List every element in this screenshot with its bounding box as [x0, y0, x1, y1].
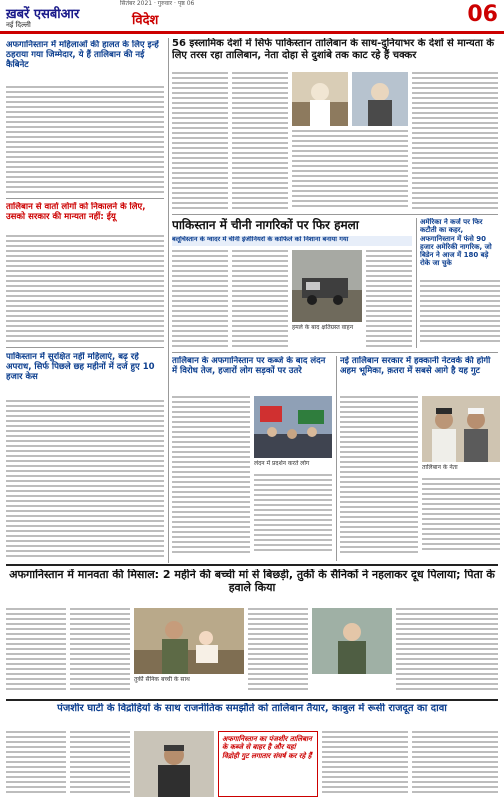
haqqani-body-col1: [340, 396, 418, 556]
lead-body-col1: [172, 72, 228, 212]
lead-body-col2: [232, 72, 288, 212]
haqqani-headline: नई तालिबान सरकार में हक्कानी नेटवर्क की होगी अहम भूमिका, क़तरा में सबसे आगे है यह गुट: [340, 356, 491, 377]
left-bottom-headline: पाकिस्तान में सुरक्षित नहीं महिलाएं, बढ़ रहे अपराध, सिर्फ पिछले छह महीनों में दर्ज हुए 10 हजार केस: [6, 352, 155, 383]
brand-logo: [6, 4, 96, 30]
us-aid-headline: अमेरिका ने कर्ज पर फिर कटौती का कहर, अफगानिस्तान में फंसे 90 हजार अमेरिकी नागरिक, जो बिडेन ने आज में 180 बड़े रोके जा चुके: [420, 218, 492, 268]
lead-photo-1: [292, 72, 348, 126]
china-body-col2: [232, 250, 288, 350]
china-body-col3: [366, 250, 412, 350]
london-protest-photo: [254, 396, 332, 458]
humanity-body-col4: [396, 608, 498, 696]
haqqani-photo: [422, 396, 500, 462]
humanity-photo-2: [312, 608, 392, 674]
panjshir-body-col3: [322, 731, 408, 797]
masthead-rule: [0, 31, 504, 34]
left-middle-body: [6, 235, 164, 345]
lead-headline: 56 इस्लामिक देशों में सिर्फ पाकिस्तान तालिबान के साथ-दुनियाभर के देशों से मान्यता के लिए तरस रहा तालिबान, नेता दोहा से दुशांबे तक काट रहे हैं चक्कर: [172, 38, 495, 61]
us-aid-body: [420, 280, 500, 348]
london-body-col2: [254, 474, 332, 556]
panjshir-pull-quote: अफगानिस्तान का पंजशीर तालिबान के कब्जे से बाहर है और यहां विद्रोही गुट लगातार संघर्ष कर रहे हैं: [218, 731, 318, 797]
lead-body-col3: [292, 130, 408, 212]
humanity-body-col3: [248, 608, 308, 696]
panjshir-body-col2: [70, 731, 130, 797]
london-photo-caption: लंदन में प्रदर्शन करते लोग: [254, 460, 310, 467]
china-subhead: बलूचिस्तान के ग्वादर में चीनी इंजीनियरों के काफिले को निशाना बनाया गया: [172, 236, 412, 246]
china-headline: पाकिस्तान में चीनी नागरिकों पर फिर हमला: [172, 218, 359, 232]
panjshir-photo: [134, 731, 214, 797]
lead-photo-2: [352, 72, 408, 126]
humanity-body-col2: [70, 608, 130, 696]
china-photo-caption: हमले के बाद क्षतिग्रस्त वाहन: [292, 324, 354, 331]
edition-label: नई दिल्ली: [6, 21, 31, 29]
london-body-col1: [172, 396, 250, 556]
left-top-body: [6, 86, 164, 196]
china-attack-photo: [292, 250, 362, 322]
page-number: 06: [467, 2, 498, 27]
humanity-body-col1: [6, 608, 66, 696]
lead-body-col4: [412, 72, 498, 212]
dateline: सितंबर 2021 · गुरुवार · पृष्ठ 06: [120, 0, 195, 7]
left-top-headline: अफगानिस्तान में महिलाओं की हालत के लिए इन्हें ठहराया गया जिम्मेदार, ये हैं तालिबान की नई कैबिनेट: [6, 40, 159, 71]
brand-name: ख़बरें एसबीआर: [6, 7, 80, 22]
section-title: विदेश: [132, 13, 159, 28]
panjshir-headline: पंजशीर घाटी के विद्रोहियों के साथ राजनीतिक समझौते को तालिबान तैयार, काबुल में रूसी राजदूत का दावा: [57, 703, 447, 714]
london-headline: तालिबान के अफगानिस्तान पर कब्जे के बाद लंदन में विरोध तेज, हजारों लोग सड़कों पर उतरे: [172, 356, 326, 377]
left-bottom-body: [6, 400, 164, 560]
humanity-photo: [134, 608, 244, 674]
humanity-headline: अफगानिस्तान में मानवता की मिसाल: 2 महीने की बच्ची मां से बिछड़ी, तुर्की के सैनिकों ने नहलाकर दूध पिलाया; पिता के हवाले किया: [9, 569, 495, 594]
china-body-col1: [172, 250, 228, 350]
panjshir-body-col1: [6, 731, 66, 797]
haqqani-photo-caption: तालिबान के नेता: [422, 464, 458, 471]
panjshir-body-col4: [412, 731, 498, 797]
left-middle-headline: तालिबान से वार्ता लोगों को निकालने के लिए, उसको सरकार की मान्यता नहीं: ईयू: [6, 202, 146, 223]
humanity-photo-caption: तुर्की सैनिक बच्ची के साथ: [134, 676, 190, 683]
masthead: [0, 0, 504, 34]
haqqani-body-col2: [422, 478, 500, 556]
